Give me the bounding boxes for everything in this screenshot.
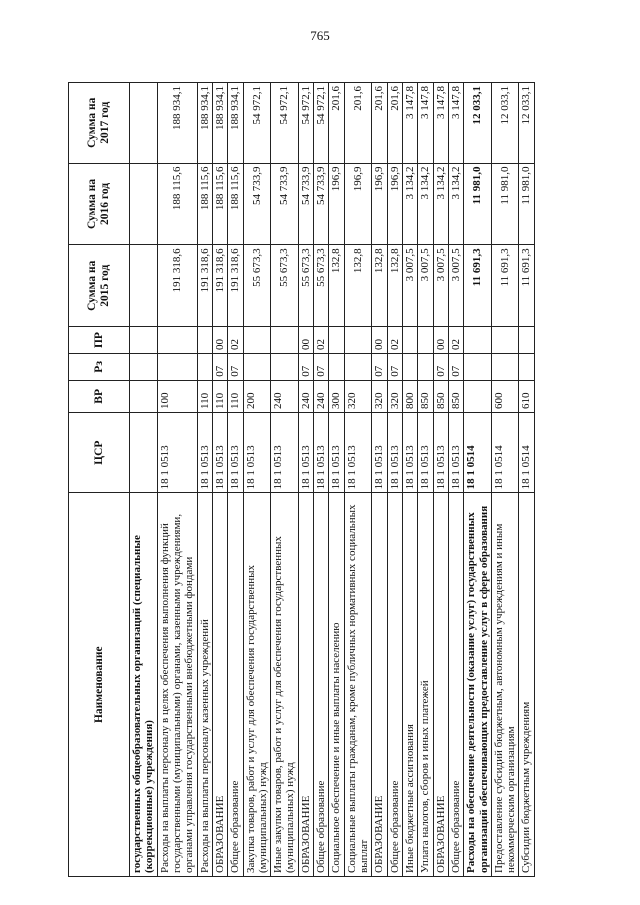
- cell-csr: 18 1 0513: [314, 412, 329, 492]
- cell-name: Общее образование: [228, 493, 243, 877]
- cell-vr: 320: [344, 380, 372, 412]
- cell-sum-2017: [130, 83, 158, 164]
- table-row: [464, 83, 492, 877]
- cell-pr: [464, 327, 492, 354]
- cell-sum-2017: 201,6: [329, 83, 344, 164]
- cell-pr: 02: [228, 327, 243, 354]
- table-row: [197, 83, 212, 877]
- cell-vr: 240: [298, 380, 313, 412]
- cell-vr: 850: [433, 380, 448, 412]
- header-pr: ПР: [69, 327, 130, 354]
- cell-sum-2015: 132,8: [329, 245, 344, 327]
- cell-name: Закупка товаров, работ и услуг для обеспечения государственных (муниципальных) нужд: [243, 493, 271, 877]
- cell-vr: 110: [197, 380, 212, 412]
- cell-csr: 18 1 0513: [329, 412, 344, 492]
- cell-rz: [402, 353, 417, 380]
- cell-csr: 18 1 0513: [197, 412, 212, 492]
- cell-sum-2016: 188 115,6: [228, 163, 243, 245]
- header-name: Наименование: [69, 493, 130, 877]
- cell-sum-2017: 3 147,8: [433, 83, 448, 164]
- cell-pr: 00: [212, 327, 227, 354]
- table-row: [344, 83, 372, 877]
- cell-csr: 18 1 0513: [387, 412, 402, 492]
- cell-rz: [197, 353, 212, 380]
- table-row: [418, 83, 433, 877]
- cell-csr: 18 1 0513: [298, 412, 313, 492]
- cell-csr: 18 1 0513: [433, 412, 448, 492]
- cell-sum-2016: 3 134,2: [418, 163, 433, 245]
- cell-csr: 18 1 0513: [418, 412, 433, 492]
- cell-vr: 240: [271, 380, 299, 412]
- cell-name: Расходы на выплаты персоналу в целях обеспечения выполнения функций государственными (муниципальными) органами, казенными учреждениями, органами управления государственными внебюджетными фондами: [157, 493, 197, 877]
- cell-sum-2015: 55 673,3: [314, 245, 329, 327]
- cell-csr: 18 1 0514: [464, 412, 492, 492]
- cell-pr: [344, 327, 372, 354]
- rotated-table-container: [68, 82, 565, 877]
- table-header-row: [69, 83, 130, 877]
- cell-vr: [464, 380, 492, 412]
- cell-sum-2016: 3 134,2: [402, 163, 417, 245]
- budget-table: [68, 82, 535, 877]
- cell-sum-2015: 132,8: [387, 245, 402, 327]
- cell-csr: 18 1 0513: [271, 412, 299, 492]
- table-row: [130, 83, 158, 877]
- header-sum-2015: Сумма на 2015 год: [69, 245, 130, 327]
- table-row: [433, 83, 448, 877]
- table-row: [298, 83, 313, 877]
- cell-sum-2017: 188 934,1: [228, 83, 243, 164]
- cell-sum-2016: 188 115,6: [157, 163, 197, 245]
- table-body: [130, 83, 535, 877]
- cell-vr: 610: [519, 380, 534, 412]
- cell-vr: 240: [314, 380, 329, 412]
- cell-name: Уплата налогов, сборов и иных платежей: [418, 493, 433, 877]
- cell-pr: 02: [448, 327, 463, 354]
- cell-sum-2017: 3 147,8: [418, 83, 433, 164]
- cell-sum-2015: 3 007,5: [418, 245, 433, 327]
- table-row: [387, 83, 402, 877]
- cell-sum-2017: 54 972,1: [243, 83, 271, 164]
- cell-pr: 02: [314, 327, 329, 354]
- cell-sum-2016: 11 981,0: [519, 163, 534, 245]
- cell-csr: 18 1 0513: [344, 412, 372, 492]
- cell-vr: 600: [491, 380, 519, 412]
- cell-vr: [130, 380, 158, 412]
- cell-sum-2016: 196,9: [387, 163, 402, 245]
- cell-name: Предоставление субсидий бюджетным, автономным учреждениям и иным некоммерческим организациям: [491, 493, 519, 877]
- cell-name: ОБРАЗОВАНИЕ: [372, 493, 387, 877]
- cell-name: ОБРАЗОВАНИЕ: [298, 493, 313, 877]
- cell-sum-2017: 54 972,1: [298, 83, 313, 164]
- cell-rz: [329, 353, 344, 380]
- cell-sum-2015: 191 318,6: [212, 245, 227, 327]
- cell-rz: 07: [314, 353, 329, 380]
- header-rz: Рз: [69, 353, 130, 380]
- cell-vr: 110: [228, 380, 243, 412]
- cell-rz: [491, 353, 519, 380]
- cell-sum-2017: 188 934,1: [197, 83, 212, 164]
- cell-sum-2016: 54 733,9: [271, 163, 299, 245]
- table-row: [448, 83, 463, 877]
- cell-pr: [243, 327, 271, 354]
- cell-sum-2017: 201,6: [372, 83, 387, 164]
- cell-sum-2017: 188 934,1: [157, 83, 197, 164]
- cell-rz: 07: [372, 353, 387, 380]
- cell-vr: 110: [212, 380, 227, 412]
- table-row: [212, 83, 227, 877]
- header-csr: ЦСР: [69, 412, 130, 492]
- cell-rz: 07: [212, 353, 227, 380]
- cell-sum-2015: 3 007,5: [448, 245, 463, 327]
- cell-rz: [243, 353, 271, 380]
- cell-sum-2016: 196,9: [344, 163, 372, 245]
- table-row: [519, 83, 534, 877]
- cell-sum-2016: 11 981,0: [491, 163, 519, 245]
- cell-name: Общее образование: [314, 493, 329, 877]
- cell-rz: 07: [433, 353, 448, 380]
- cell-vr: 200: [243, 380, 271, 412]
- cell-sum-2015: 191 318,6: [197, 245, 212, 327]
- cell-pr: [157, 327, 197, 354]
- table-row: [228, 83, 243, 877]
- table-row: [491, 83, 519, 877]
- cell-vr: 100: [157, 380, 197, 412]
- cell-sum-2016: 188 115,6: [197, 163, 212, 245]
- cell-pr: [402, 327, 417, 354]
- cell-name: Социальные выплаты гражданам, кроме публичных нормативных социальных выплат: [344, 493, 372, 877]
- cell-name: ОБРАЗОВАНИЕ: [212, 493, 227, 877]
- cell-sum-2017: 12 033,1: [464, 83, 492, 164]
- cell-rz: [130, 353, 158, 380]
- cell-name: ОБРАЗОВАНИЕ: [433, 493, 448, 877]
- cell-name: государственных общеобразовательных организаций (специальные (коррекционные) учреждения): [130, 493, 158, 877]
- cell-sum-2016: 188 115,6: [212, 163, 227, 245]
- cell-sum-2015: 191 318,6: [157, 245, 197, 327]
- cell-rz: 07: [228, 353, 243, 380]
- cell-sum-2015: 11 691,3: [519, 245, 534, 327]
- cell-pr: 02: [387, 327, 402, 354]
- cell-sum-2016: [130, 163, 158, 245]
- cell-sum-2016: 11 981,0: [464, 163, 492, 245]
- cell-vr: 320: [372, 380, 387, 412]
- cell-sum-2016: 54 733,9: [243, 163, 271, 245]
- cell-name: Общее образование: [448, 493, 463, 877]
- cell-csr: 18 1 0514: [491, 412, 519, 492]
- cell-sum-2015: 3 007,5: [402, 245, 417, 327]
- cell-sum-2017: 3 147,8: [402, 83, 417, 164]
- cell-sum-2015: 55 673,3: [298, 245, 313, 327]
- cell-name: Расходы на выплаты персоналу казенных учреждений: [197, 493, 212, 877]
- header-vr: ВР: [69, 380, 130, 412]
- table-row: [271, 83, 299, 877]
- cell-sum-2016: 196,9: [329, 163, 344, 245]
- cell-csr: 18 1 0513: [243, 412, 271, 492]
- cell-pr: 00: [372, 327, 387, 354]
- cell-vr: 320: [387, 380, 402, 412]
- cell-pr: 00: [298, 327, 313, 354]
- cell-sum-2016: 196,9: [372, 163, 387, 245]
- cell-csr: [130, 412, 158, 492]
- cell-sum-2016: 54 733,9: [298, 163, 313, 245]
- cell-sum-2017: 54 972,1: [314, 83, 329, 164]
- cell-sum-2017: 12 033,1: [491, 83, 519, 164]
- cell-sum-2017: 188 934,1: [212, 83, 227, 164]
- cell-csr: 18 1 0513: [212, 412, 227, 492]
- cell-csr: 18 1 0513: [372, 412, 387, 492]
- cell-pr: [519, 327, 534, 354]
- cell-sum-2017: 54 972,1: [271, 83, 299, 164]
- table-row: [314, 83, 329, 877]
- cell-rz: 07: [448, 353, 463, 380]
- cell-name: Иные бюджетные ассигнования: [402, 493, 417, 877]
- cell-rz: 07: [298, 353, 313, 380]
- table-row: [402, 83, 417, 877]
- cell-csr: 18 1 0513: [448, 412, 463, 492]
- cell-rz: [464, 353, 492, 380]
- cell-pr: [271, 327, 299, 354]
- cell-sum-2015: 132,8: [372, 245, 387, 327]
- table-row: [243, 83, 271, 877]
- cell-sum-2015: 11 691,3: [491, 245, 519, 327]
- cell-name: Общее образование: [387, 493, 402, 877]
- cell-name: Социальное обеспечение и иные выплаты населению: [329, 493, 344, 877]
- cell-sum-2017: 3 147,8: [448, 83, 463, 164]
- header-sum-2017: Сумма на 2017 год: [69, 83, 130, 164]
- cell-sum-2017: 12 033,1: [519, 83, 534, 164]
- cell-sum-2015: 11 691,3: [464, 245, 492, 327]
- cell-rz: [271, 353, 299, 380]
- cell-rz: [418, 353, 433, 380]
- cell-sum-2015: [130, 245, 158, 327]
- cell-rz: [519, 353, 534, 380]
- cell-sum-2016: 3 134,2: [433, 163, 448, 245]
- table-row: [372, 83, 387, 877]
- cell-sum-2017: 201,6: [387, 83, 402, 164]
- page-number: 765: [310, 28, 330, 43]
- cell-sum-2016: 3 134,2: [448, 163, 463, 245]
- cell-csr: 18 1 0513: [157, 412, 197, 492]
- cell-pr: 00: [433, 327, 448, 354]
- cell-name: Расходы на обеспечение деятельности (оказание услуг) государственных организаций обеспечивающих предоставление услуг в сфере образования: [464, 493, 492, 877]
- cell-rz: [344, 353, 372, 380]
- cell-csr: 18 1 0513: [402, 412, 417, 492]
- header-sum-2016: Сумма на 2016 год: [69, 163, 130, 245]
- cell-vr: 850: [448, 380, 463, 412]
- cell-sum-2015: 55 673,3: [271, 245, 299, 327]
- cell-vr: 800: [402, 380, 417, 412]
- cell-name: Иные закупки товаров, работ и услуг для обеспечения государственных (муниципальных) нужд: [271, 493, 299, 877]
- cell-sum-2016: 54 733,9: [314, 163, 329, 245]
- cell-pr: [491, 327, 519, 354]
- table-row: [157, 83, 197, 877]
- cell-csr: 18 1 0514: [519, 412, 534, 492]
- cell-sum-2017: 201,6: [344, 83, 372, 164]
- cell-vr: 300: [329, 380, 344, 412]
- cell-pr: [130, 327, 158, 354]
- cell-vr: 850: [418, 380, 433, 412]
- cell-pr: [418, 327, 433, 354]
- cell-pr: [329, 327, 344, 354]
- cell-csr: 18 1 0513: [228, 412, 243, 492]
- cell-rz: 07: [387, 353, 402, 380]
- cell-sum-2015: 132,8: [344, 245, 372, 327]
- cell-sum-2015: 3 007,5: [433, 245, 448, 327]
- cell-pr: [197, 327, 212, 354]
- table-row: [329, 83, 344, 877]
- cell-name: Субсидии бюджетным учреждениям: [519, 493, 534, 877]
- cell-rz: [157, 353, 197, 380]
- cell-sum-2015: 191 318,6: [228, 245, 243, 327]
- cell-sum-2015: 55 673,3: [243, 245, 271, 327]
